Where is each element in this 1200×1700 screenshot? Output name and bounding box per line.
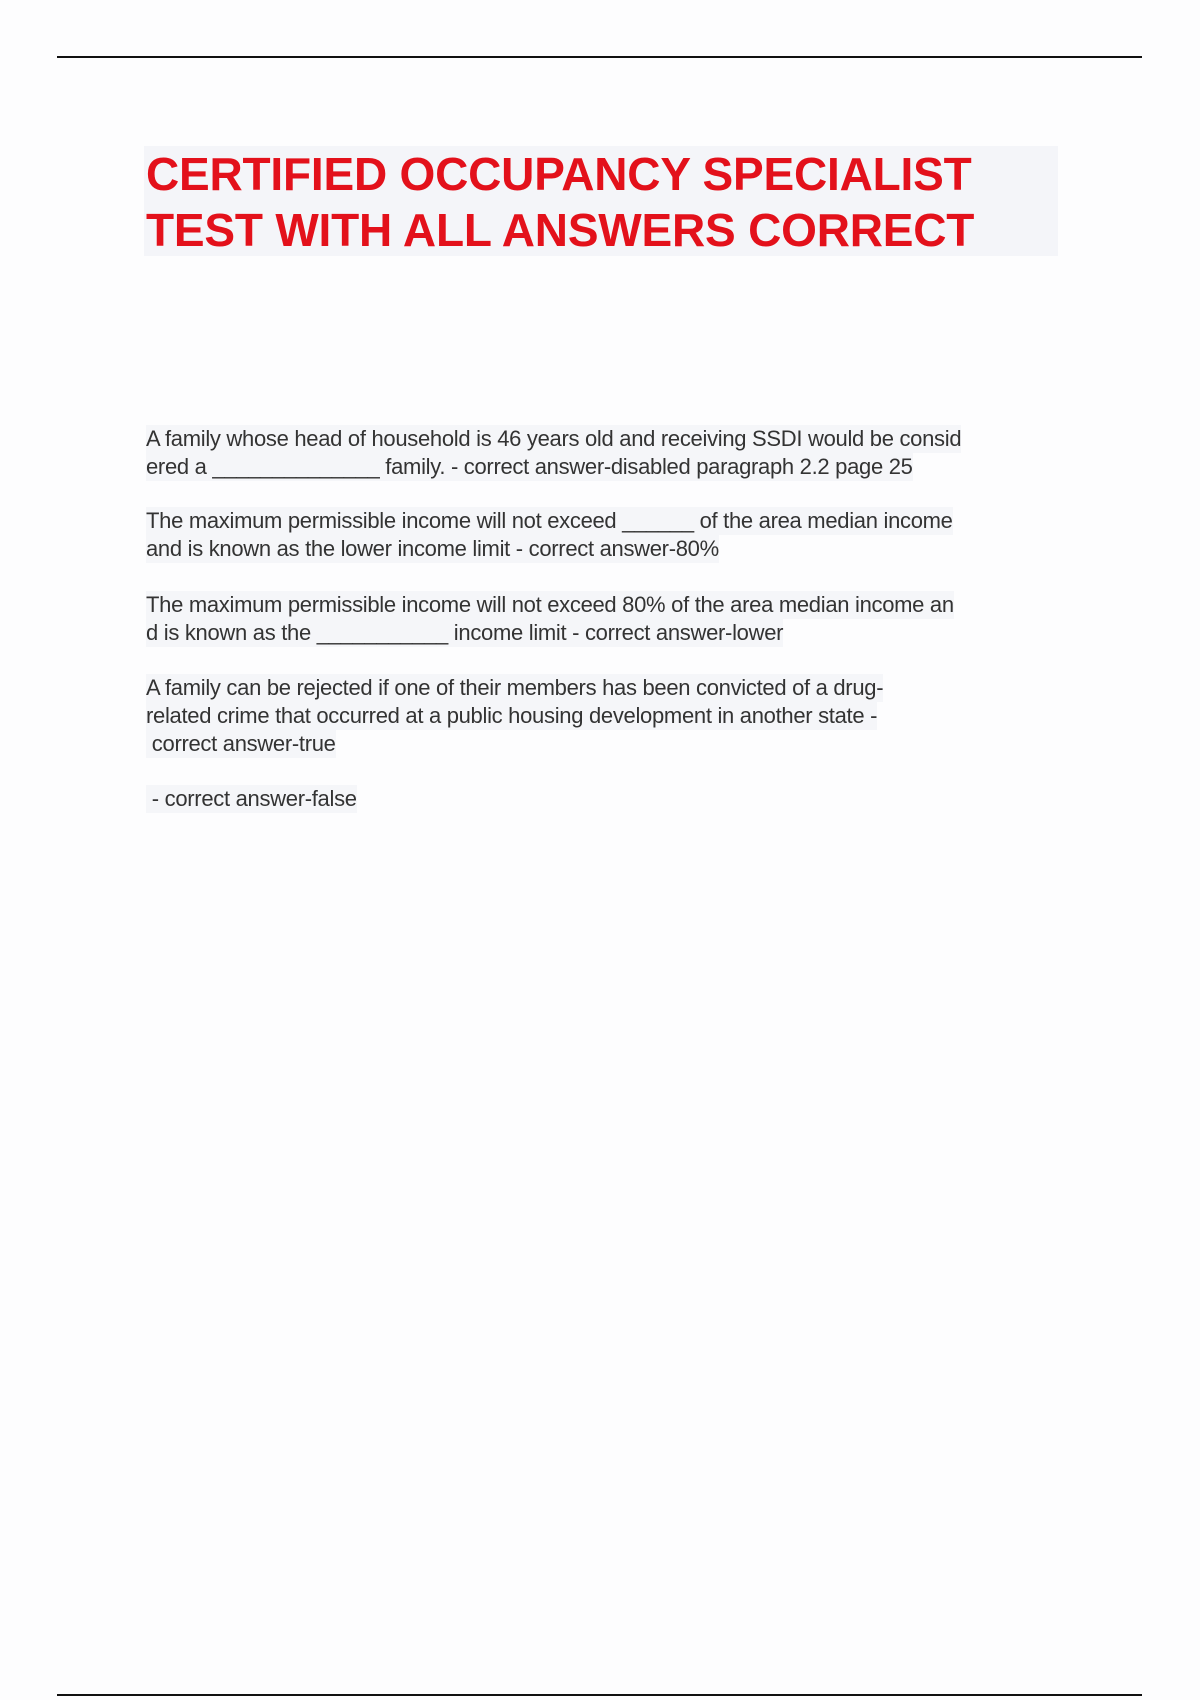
question-5-line-1: - correct answer-false	[146, 786, 357, 811]
question-3-line-2: d is known as the ___________ income limit - correct answer-lower	[146, 620, 784, 645]
question-2-line-2: and is known as the lower income limit - correct answer-80%	[146, 536, 719, 561]
question-2	[146, 507, 953, 563]
question-3	[146, 591, 954, 647]
top-rule	[57, 56, 1142, 58]
question-1	[146, 425, 961, 481]
question-4-line-1: A family can be rejected if one of their members has been convicted of a drug-	[146, 675, 884, 700]
question-4-line-2: related crime that occurred at a public housing development in another state -	[146, 703, 878, 728]
question-3-line-1: The maximum permissible income will not exceed 80% of the area median income an	[146, 592, 954, 617]
question-2-line-1: The maximum permissible income will not exceed ______ of the area median income	[146, 508, 953, 533]
question-1-line-2: ered a ______________ family. - correct answer-disabled paragraph 2.2 page 25	[146, 454, 913, 479]
document-title-line-1: CERTIFIED OCCUPANCY SPECIALIST	[146, 148, 972, 200]
question-4-line-3: correct answer-true	[146, 731, 336, 756]
question-4	[146, 674, 883, 758]
question-1-line-1: A family whose head of household is 46 years old and receiving SSDI would be consid	[146, 426, 962, 451]
question-5	[146, 785, 357, 813]
document-title-line-2: TEST WITH ALL ANSWERS CORRECT	[146, 204, 975, 256]
bottom-rule	[57, 1694, 1142, 1696]
